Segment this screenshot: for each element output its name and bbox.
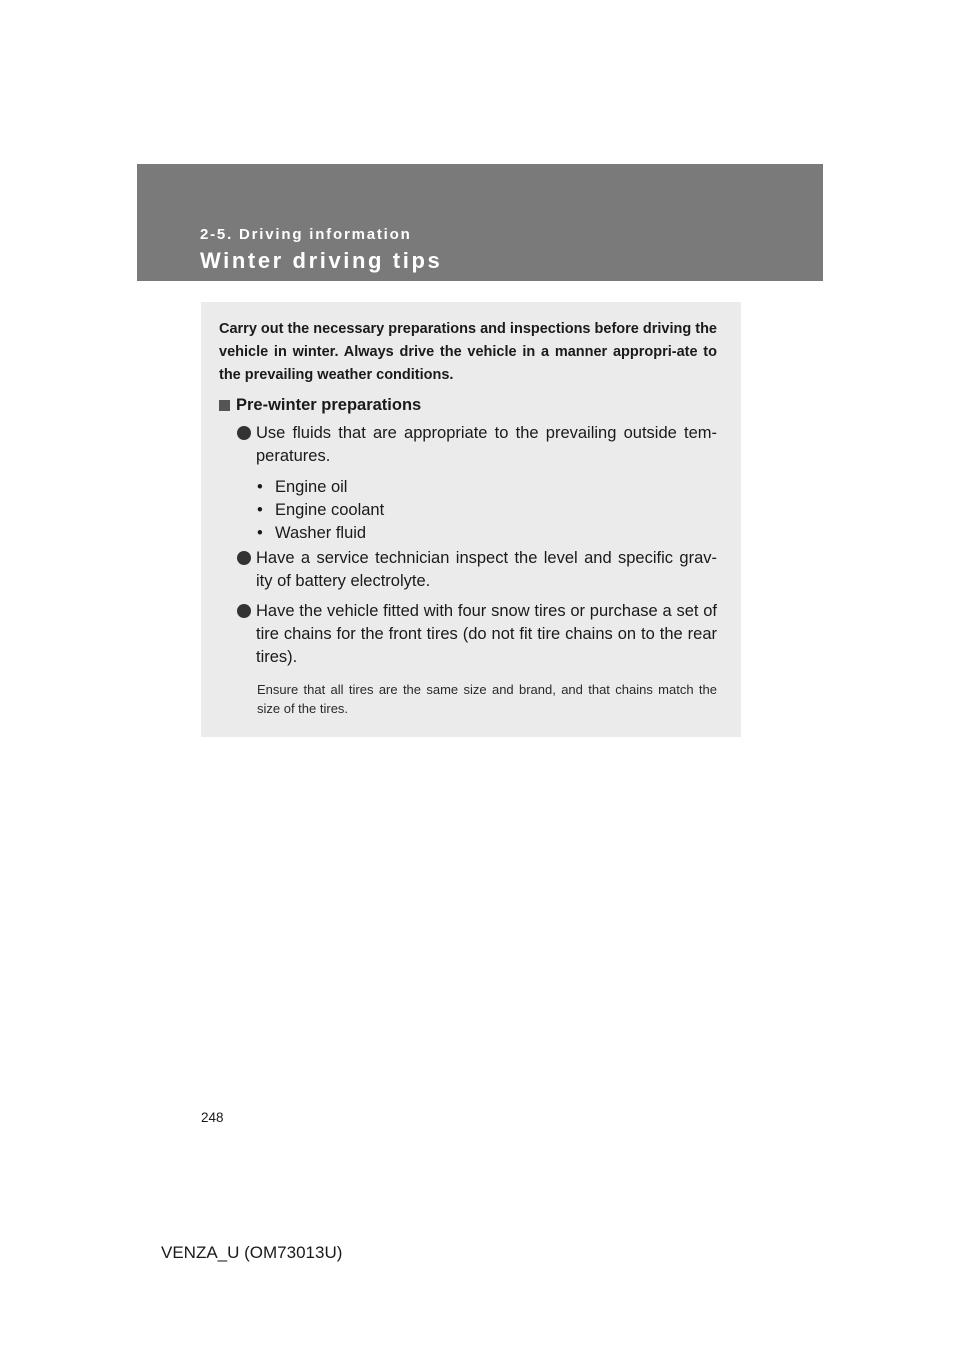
subheading-text: Pre-winter preparations — [236, 396, 422, 414]
list-item: Have a service technician inspect the level and specific grav-ity of battery electrolyte. — [237, 547, 717, 593]
content-box — [201, 302, 741, 737]
round-bullet-icon — [237, 426, 251, 440]
section-label: 2-5. Driving information — [200, 226, 412, 243]
square-bullet-icon — [219, 400, 230, 411]
list-item: Use fluids that are appropriate to the prevailing outside tem-peratures. — [237, 422, 717, 468]
subheading — [219, 396, 421, 415]
round-bullet-icon — [237, 604, 251, 618]
section-header — [137, 164, 823, 281]
page-number: 248 — [201, 1110, 224, 1125]
tire-note: Ensure that all tires are the same size and brand, and that chains match the size of the tires. — [257, 682, 717, 716]
intro-paragraph: Carry out the necessary preparations and inspections before driving the vehicle in winter. Always drive the vehicle in a manner appropri-ate to the prevailing weather conditions. — [219, 321, 717, 383]
list-item: Have the vehicle fitted with four snow tires or purchase a set of tire chains for the front tires (do not fit tire chains on to the rear tires). — [237, 600, 717, 669]
document-code: VENZA_U (OM73013U) — [161, 1243, 343, 1262]
round-bullet-icon — [237, 551, 251, 565]
page-title: Winter driving tips — [200, 248, 443, 273]
fluid-item: • Engine coolant — [257, 501, 385, 519]
fluid-item: • Engine oil — [257, 478, 348, 496]
fluid-item: • Washer fluid — [257, 524, 367, 542]
